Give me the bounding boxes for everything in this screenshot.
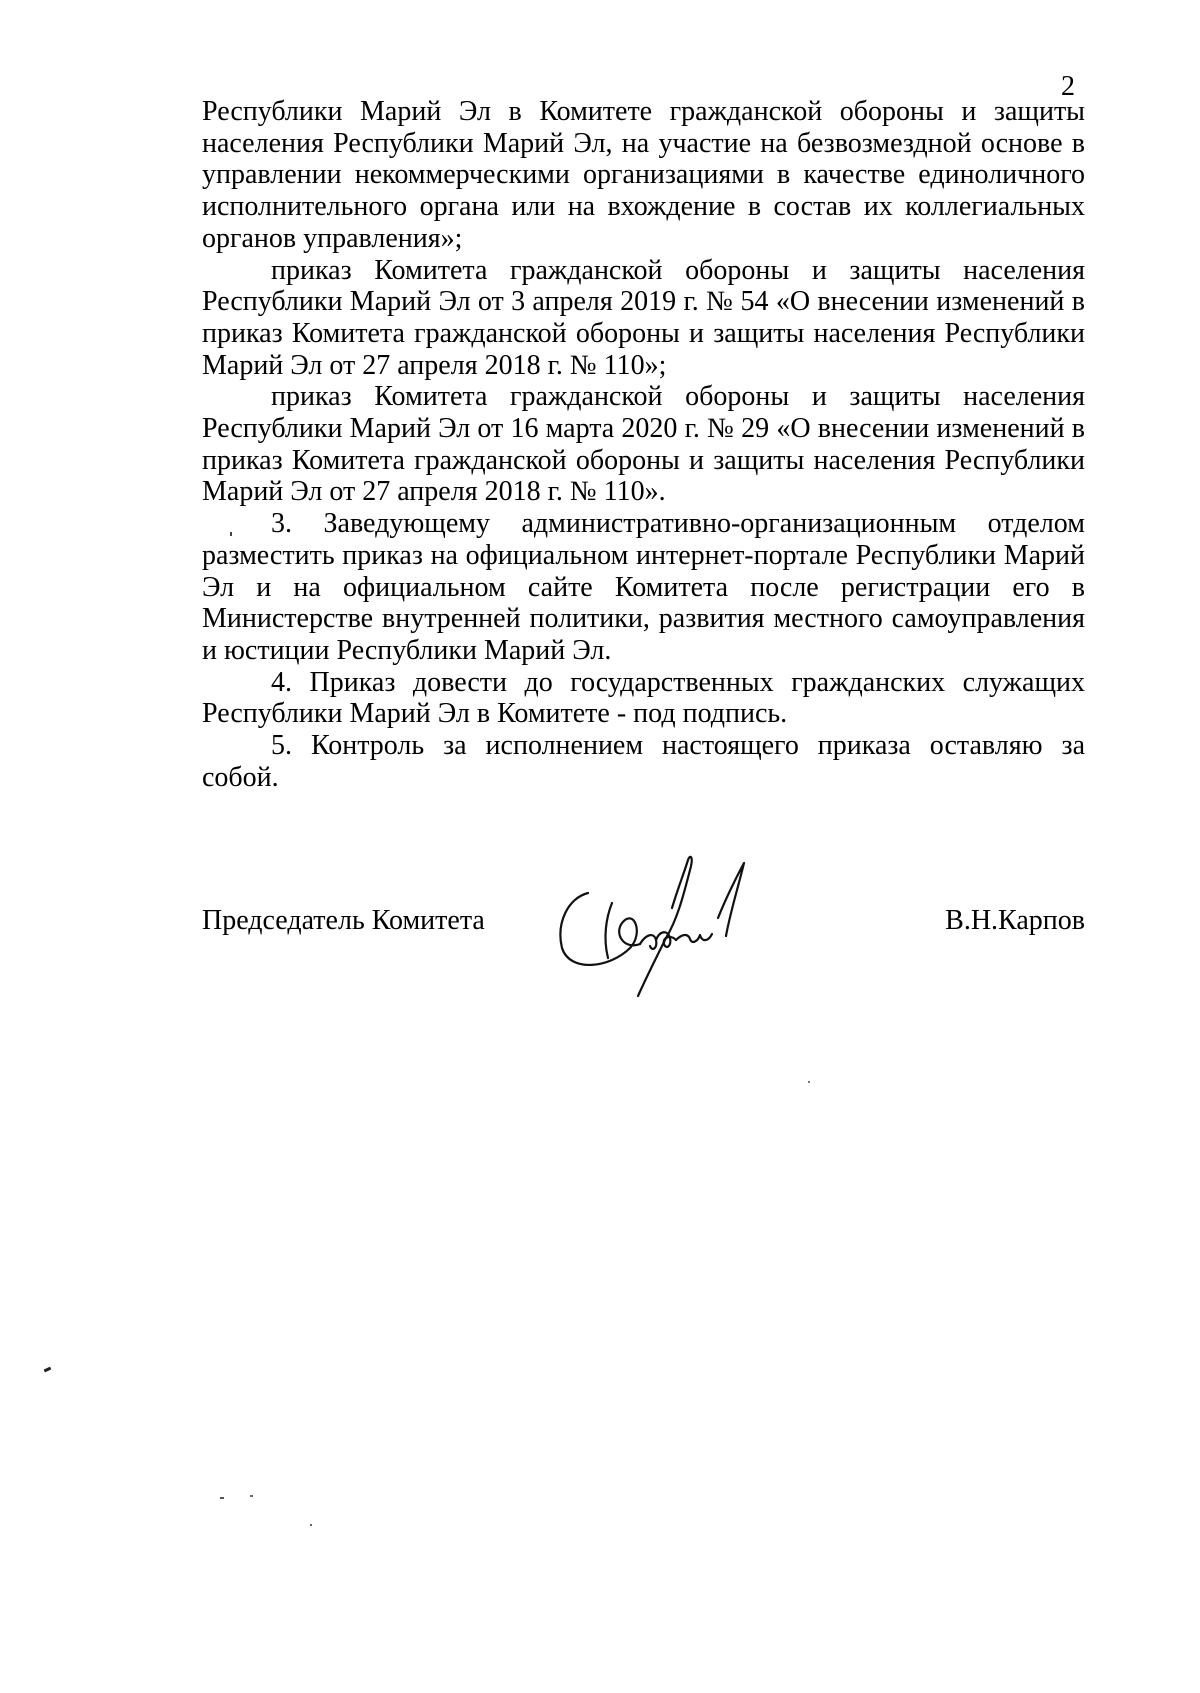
- signatory-title: Председатель Комитета: [202, 905, 485, 936]
- scan-speck: [310, 1524, 312, 1526]
- signatory-name: В.Н.Карпов: [945, 905, 1085, 936]
- handwritten-signature: [548, 838, 778, 998]
- paragraph-order-2020: приказ Комитета гражданской обороны и защиты населения Республики Марий Эл от 16 марта 2020 г. № 29 «О внесении изменений в приказ Комитета гражданской обороны и защиты населения Республики Марий Эл от 27 апреля 2018 г. № 110».: [202, 381, 1085, 508]
- paragraph-continuation: Республики Марий Эл в Комитете гражданской обороны и защиты населения Республики Марий Эл, на участие на безвозмездной основе в управлении некоммерческими организациями в качестве единоличного исполнительного органа или на вхождение в состав их коллегиальных органов управления»;: [202, 96, 1085, 254]
- paragraph-order-2019: приказ Комитета гражданской обороны и защиты населения Республики Марий Эл от 3 апреля 2019 г. № 54 «О внесении изменений в приказ Комитета гражданской обороны и защиты населения Республики Марий Эл от 27 апреля 2018 г. № 110»;: [202, 254, 1085, 381]
- paragraph-item-4: 4. Приказ довести до государственных гражданских служащих Республики Марий Эл в Комитете - под подпись.: [202, 666, 1085, 730]
- scan-speck: [230, 532, 232, 536]
- paragraph-item-5: 5. Контроль за исполнением настоящего приказа оставляю за собой.: [202, 730, 1085, 793]
- scan-speck: [808, 1081, 810, 1083]
- scan-speck: [250, 1495, 253, 1497]
- document-body: [202, 96, 1085, 793]
- paragraph-item-3: 3. Заведующему административно-организационным отделом разместить приказ на официальном интернет-портале Республики Марий Эл и на официальном сайте Комитета после регистрации его в Министерстве внутренней политики, развития местного самоуправления и юстиции Республики Марий Эл.: [202, 508, 1085, 666]
- scan-speck: [220, 1497, 224, 1499]
- page-number: 2: [1061, 71, 1075, 102]
- scan-speck: [44, 1367, 52, 1373]
